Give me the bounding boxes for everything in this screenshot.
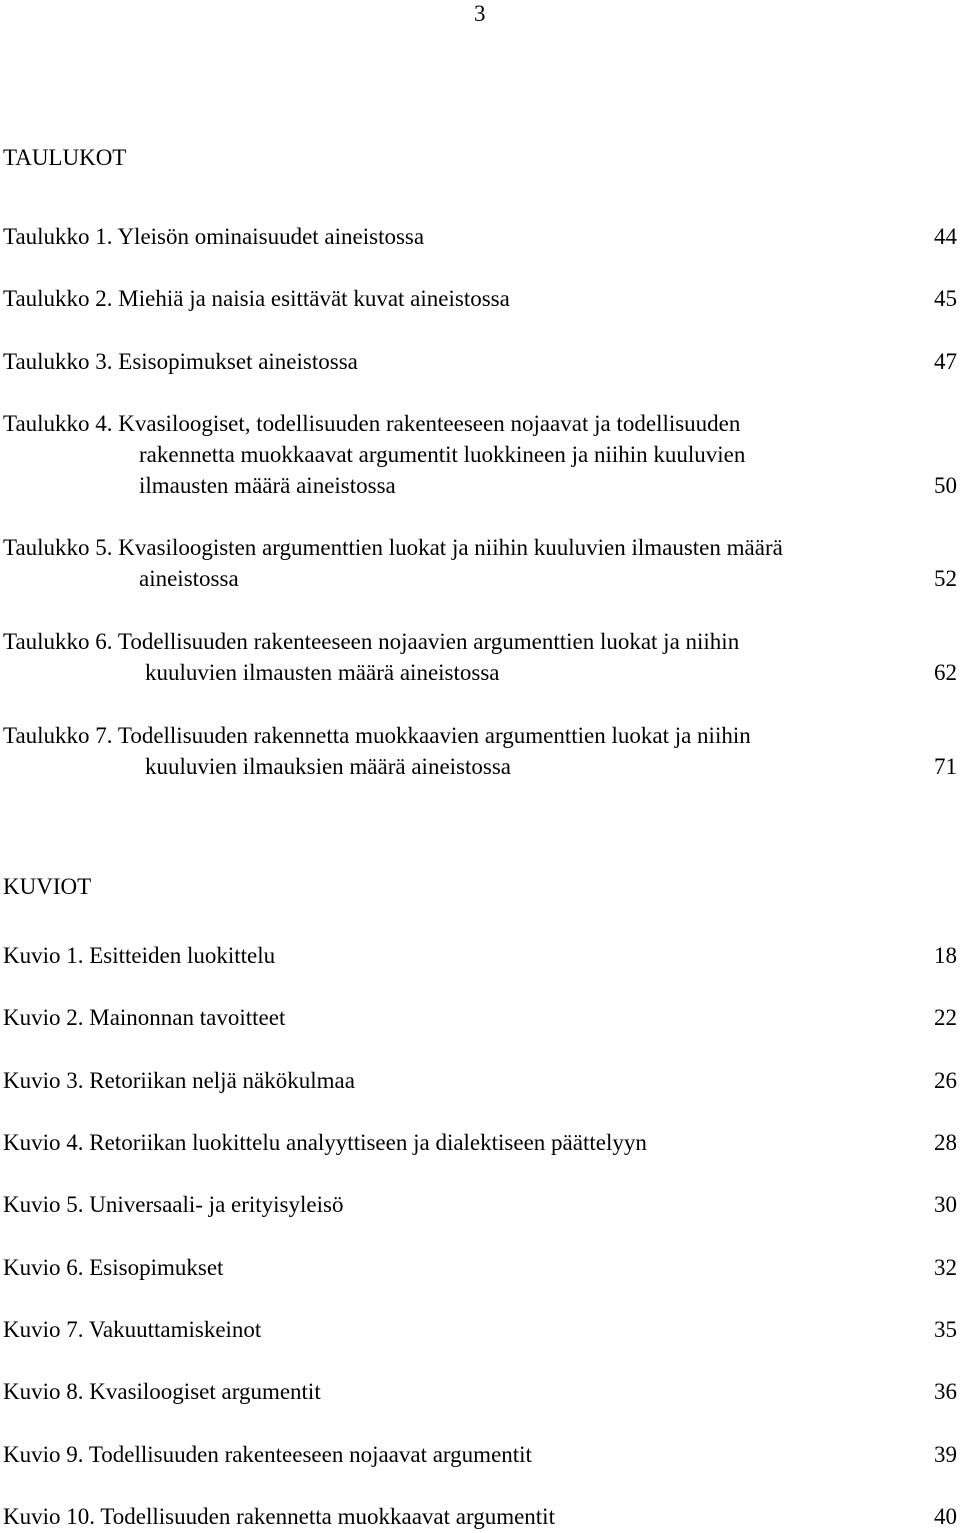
figure-entry-page: 36 xyxy=(934,1379,957,1404)
table-entry-title-continued: kuuluvien ilmausten määrä aineistossa xyxy=(145,660,500,685)
figure-entry-title: Kuvio 8. Kvasiloogiset argumentit xyxy=(3,1379,321,1404)
figure-entry-3 xyxy=(3,1067,957,1095)
table-entry-6 xyxy=(3,626,957,688)
figure-entry-9 xyxy=(3,1441,957,1469)
table-entry-2 xyxy=(3,283,957,314)
table-entry-title-continued: kuuluvien ilmauksien määrä aineistossa xyxy=(145,754,511,779)
figure-entry-page: 30 xyxy=(934,1192,957,1217)
figure-entry-title: Kuvio 5. Universaali- ja erityisyleisö xyxy=(3,1192,344,1217)
figure-entry-1 xyxy=(3,942,957,970)
figure-entry-title: Kuvio 4. Retoriikan luokittelu analyyttiseen ja dialektiseen päättelyyn xyxy=(3,1130,647,1155)
table-entry-title-continued: aineistossa xyxy=(139,566,239,591)
table-entry-title: Taulukko 1. Yleisön ominaisuudet aineistossa xyxy=(3,224,425,249)
table-entry-page: 45 xyxy=(934,286,957,311)
table-entry-page: 71 xyxy=(934,754,957,779)
figure-entry-page: 35 xyxy=(934,1317,957,1342)
table-entry-title-continued: ilmausten määrä aineistossa xyxy=(139,473,396,498)
figure-entry-title: Kuvio 3. Retoriikan neljä näkökulmaa xyxy=(3,1068,355,1093)
tables-heading: TAULUKOT xyxy=(3,145,127,170)
figure-entry-2 xyxy=(3,1004,957,1032)
table-entry-title: Taulukko 4. Kvasiloogiset, todellisuuden rakenteeseen nojaavat ja todellisuuden xyxy=(3,411,741,436)
figure-entry-page: 22 xyxy=(934,1005,957,1030)
table-entry-7 xyxy=(3,720,957,782)
figure-entry-title: Kuvio 10. Todellisuuden rakennetta muokkaavat argumentit xyxy=(3,1504,555,1529)
figure-entry-page: 32 xyxy=(934,1255,957,1280)
figure-entry-6 xyxy=(3,1254,957,1282)
figure-entry-10 xyxy=(3,1503,957,1531)
figure-entry-7 xyxy=(3,1316,957,1344)
table-entry-title: Taulukko 5. Kvasiloogisten argumenttien luokat ja niihin kuuluvien ilmausten määrä xyxy=(3,535,783,560)
table-entry-page: 50 xyxy=(934,473,957,498)
figure-entry-page: 40 xyxy=(934,1504,957,1529)
table-entry-page: 62 xyxy=(934,660,957,685)
figure-entry-4 xyxy=(3,1129,957,1157)
table-entry-title: Taulukko 6. Todellisuuden rakenteeseen nojaavien argumenttien luokat ja niihin xyxy=(3,629,740,654)
figure-entry-page: 28 xyxy=(934,1130,957,1155)
table-entry-title: Taulukko 3. Esisopimukset aineistossa xyxy=(3,349,358,374)
figures-heading: KUVIOT xyxy=(3,874,92,899)
table-entry-page: 47 xyxy=(934,349,957,374)
page-number: 3 xyxy=(474,1,486,26)
table-entry-page: 44 xyxy=(934,224,957,249)
figure-entry-title: Kuvio 7. Vakuuttamiskeinot xyxy=(3,1317,262,1342)
table-entry-title: Taulukko 7. Todellisuuden rakennetta muokkaavien argumenttien luokat ja niihin xyxy=(3,723,751,748)
table-entry-title-continued: rakennetta muokkaavat argumentit luokkineen ja niihin kuuluvien xyxy=(139,442,746,467)
table-entry-5 xyxy=(3,532,957,594)
figure-entry-page: 39 xyxy=(934,1442,957,1467)
figure-entry-title: Kuvio 6. Esisopimukset xyxy=(3,1255,224,1280)
table-entry-title: Taulukko 2. Miehiä ja naisia esittävät kuvat aineistossa xyxy=(3,286,510,311)
figure-entry-page: 18 xyxy=(934,943,957,968)
figure-entry-8 xyxy=(3,1378,957,1406)
figure-entry-title: Kuvio 9. Todellisuuden rakenteeseen nojaavat argumentit xyxy=(3,1442,532,1467)
table-entry-1 xyxy=(3,221,957,252)
table-entry-4 xyxy=(3,408,957,501)
figure-entry-title: Kuvio 1. Esitteiden luokittelu xyxy=(3,943,276,968)
figure-entry-page: 26 xyxy=(934,1068,957,1093)
table-entry-3 xyxy=(3,346,957,377)
table-entry-page: 52 xyxy=(934,566,957,591)
figure-entry-5 xyxy=(3,1191,957,1219)
figure-entry-title: Kuvio 2. Mainonnan tavoitteet xyxy=(3,1005,286,1030)
